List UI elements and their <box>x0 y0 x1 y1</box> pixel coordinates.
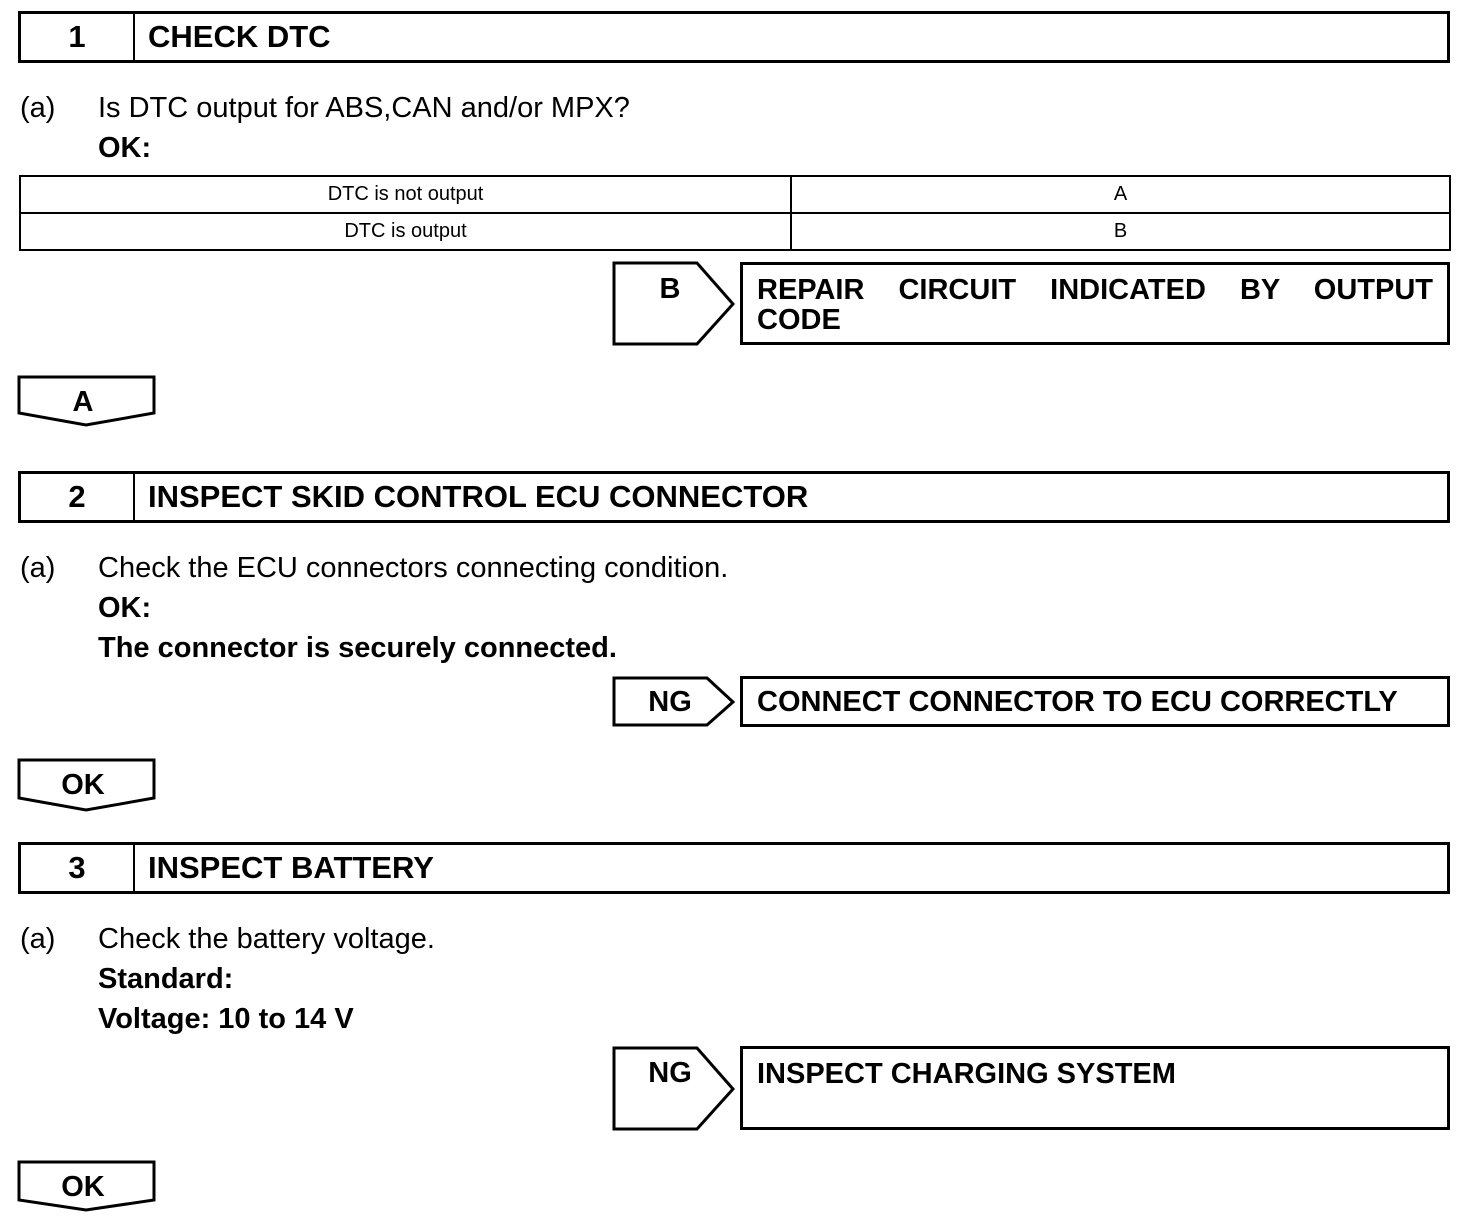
table-cell-condition: DTC is not output <box>20 176 791 213</box>
table-row <box>20 213 1450 250</box>
step-3-standard-label: Standard: <box>98 963 234 995</box>
branch-arrow-ng-2 <box>612 676 737 728</box>
inspect-charging-text: INSPECT CHARGING SYSTEM <box>757 1058 1176 1090</box>
step-1-title: CHECK DTC <box>148 19 331 54</box>
step-2-ok-label: OK: <box>98 592 152 624</box>
down-arrow-a-label: A <box>72 386 94 418</box>
step-2-instruction: Check the ECU connectors connecting condition. <box>98 552 729 584</box>
branch-arrow-ng-3-label: NG <box>648 1057 692 1089</box>
connect-connector-text: CONNECT CONNECTOR TO ECU CORRECTLY <box>757 686 1398 718</box>
step-1-question: Is DTC output for ABS,CAN and/or MPX? <box>98 92 630 124</box>
step-2-header <box>18 471 1450 523</box>
step-3-spec: Voltage: 10 to 14 V <box>98 1003 354 1035</box>
step-3-title: INSPECT BATTERY <box>148 850 434 885</box>
table-cell-result: B <box>791 213 1450 250</box>
down-arrow-a <box>17 375 157 427</box>
branch-arrow-b <box>612 261 737 347</box>
step-2-number: 2 <box>21 474 135 520</box>
down-arrow-ok-2 <box>17 758 157 812</box>
branch-arrow-ng-3 <box>612 1046 737 1132</box>
table-cell-result: A <box>791 176 1450 213</box>
step-2-title: INSPECT SKID CONTROL ECU CONNECTOR <box>148 479 809 514</box>
branch-arrow-b-label: B <box>659 273 681 305</box>
dtc-result-table <box>19 175 1451 251</box>
table-cell-condition: DTC is output <box>20 213 791 250</box>
step-3-item-label: (a) <box>20 923 56 955</box>
repair-circuit-box <box>740 262 1450 345</box>
step-3-header <box>18 842 1450 894</box>
inspect-charging-box <box>740 1046 1450 1130</box>
step-1-ok-label: OK: <box>98 132 152 164</box>
connect-connector-box <box>740 676 1450 727</box>
step-1-header <box>18 11 1450 63</box>
step-3-number: 3 <box>21 845 135 891</box>
table-row <box>20 176 1450 213</box>
branch-arrow-ng-2-label: NG <box>648 686 692 718</box>
repair-circuit-line1: REPAIR CIRCUIT INDICATED BY OUTPUT <box>757 274 1433 306</box>
step-3-instruction: Check the battery voltage. <box>98 923 435 955</box>
step-2-item-label: (a) <box>20 552 56 584</box>
down-arrow-ok-3 <box>17 1160 157 1212</box>
step-1-number: 1 <box>21 14 135 60</box>
down-arrow-ok-3-label: OK <box>61 1171 105 1203</box>
down-arrow-ok-2-label: OK <box>61 769 105 801</box>
step-2-spec: The connector is securely connected. <box>98 632 617 664</box>
step-1-item-label: (a) <box>20 92 56 124</box>
repair-circuit-line2: CODE <box>757 304 841 336</box>
